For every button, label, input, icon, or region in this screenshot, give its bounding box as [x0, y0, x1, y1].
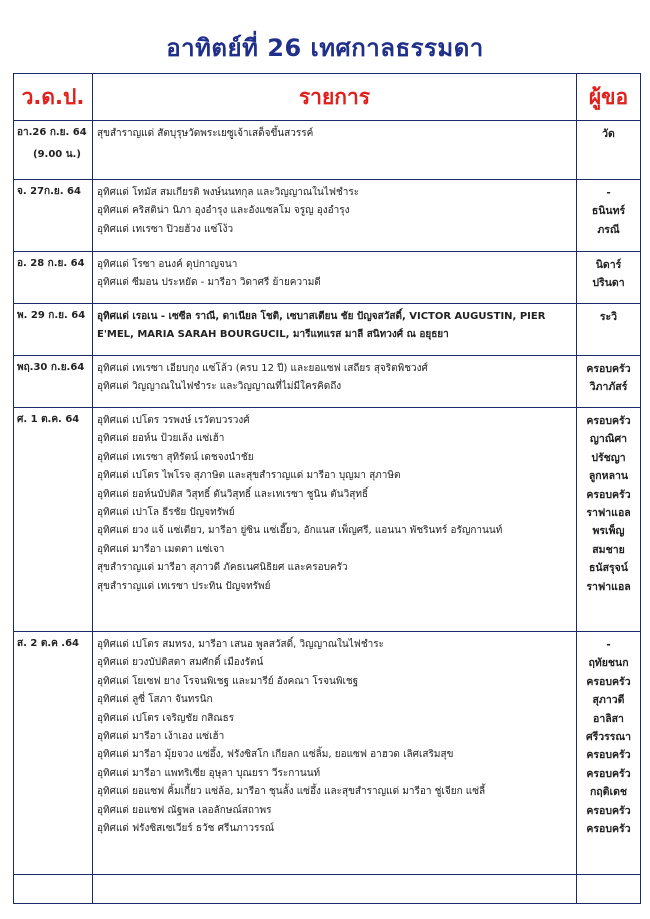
requester-name: ครอบครัว — [586, 675, 631, 688]
table-row — [14, 180, 641, 252]
list-item: อุทิศแด่ เทเรซา สุทิรัตน์ เดชจงนำชัย — [97, 451, 254, 463]
list-item: สุขสำราญแด่ สัตบุรุษวัดพระเยซูเจ้าเสด็จขึ้นสวรรค์ — [97, 128, 314, 139]
header-date: ว.ด.ป. — [14, 74, 93, 121]
list-item: อุทิศแด่ เรอเน - เซซีล ราณี, ดาเนียล โชติ, เซบาสเตียน ชัย ปัญจสวัสดิ์, VICTOR AUGUSTIN, PIER — [97, 311, 546, 322]
requester-cell — [577, 180, 641, 252]
requester-name: ปรัชญา — [591, 451, 626, 464]
requester-name: ศรีวรรณา — [585, 730, 632, 743]
date-text: พฤ.30 ก.ย.64 — [17, 362, 85, 373]
requester-name: ราฟาแอล — [586, 506, 631, 519]
items-cell — [93, 252, 577, 304]
requester-name: ครอบครัว — [586, 767, 631, 780]
requester-name: ครอบครัว — [586, 749, 631, 762]
list-item: อุทิศแด่ ยอห์นบัปติส วิสุทธิ์ ตันวิสุทธิ์ และเทเรซา ชูนิน ตันวิสุทธิ์ — [97, 488, 369, 500]
requester-cell — [577, 356, 641, 408]
page-title: อาทิตย์ที่ 26 เทศกาลธรรมดา — [166, 34, 484, 62]
requester-cell — [577, 632, 641, 875]
requester-name: ราฟาแอล — [586, 580, 631, 593]
list-item: อุทิศแด่ ลูซี่ โสภา จันทรนิก — [97, 694, 213, 706]
date-cell — [14, 356, 93, 408]
list-item: อุทิศแด่ เปโตร สมทรง, มารีอา เสนอ พูลสวัสดิ์, วิญญาณในไฟชำระ — [97, 639, 384, 650]
requester-name: ครอบครัว — [586, 804, 631, 817]
list-item: อุทิศแด่ โยเซฟ ยาง โรจนพิเชฐ และมารีย์ อังคณา โรจนพิเชฐ — [97, 675, 359, 687]
list-item: อุทิศแด่ วิญญาณในไฟชำระ และวิญญาณที่ไม่มีใครคิดถึง — [97, 381, 342, 393]
table-header-row — [14, 74, 641, 121]
requester-name: ญาณิศา — [589, 433, 628, 446]
requester-name: ธนินทร์ — [591, 205, 626, 218]
items-cell — [93, 180, 577, 252]
list-item: อุทิศแด่ ยอแซฟ คิ้มเกี้ยว แซ่ล้อ, มารีอา ชุนลั้ง แซ่อึ้ง และสุขสำราญแด่ มารีอา ชู่เจียก แซ่ลี้ — [97, 786, 486, 798]
requester-name: ครอบครัว — [586, 363, 631, 375]
requester-name: กฤติเดช — [589, 786, 628, 799]
date-cell — [14, 632, 93, 875]
list-item: สุขสำราญแด่ เทเรซา ประทิน ปัญจทรัพย์ — [97, 580, 271, 592]
date-cell — [14, 252, 93, 304]
requester-name: ปรินดา — [592, 277, 625, 290]
requester-cell — [577, 304, 641, 356]
list-item: อุทิศแด่ เปาโล ธีรชัย ปัญจทรัพย์ — [97, 506, 235, 518]
items-cell — [93, 356, 577, 408]
list-item: อุทิศแด่ โทมัส สมเกียรติ พงษ์นนทกุล และวิญญาณในไฟชำระ — [97, 187, 360, 198]
table-row — [14, 632, 641, 875]
time-text: (9.00 น.) — [33, 149, 81, 160]
requester-name: นิดาร์ — [595, 259, 622, 271]
header-items: รายการ — [93, 74, 577, 121]
requester-name: ธนัสรุจน์ — [589, 562, 628, 575]
list-item: อุทิศแด่ โรซา อนงค์ ดุปกาญจนา — [97, 259, 238, 270]
requester-name: สุภาวดี — [592, 694, 625, 707]
requester-name: วัด — [602, 128, 615, 140]
requester-name: ระวิ — [599, 311, 618, 323]
mass-intention-table — [13, 73, 641, 904]
list-item: อุทิศแด่ คริสติน่า นิภา อุงอำรุง และอังแซลโม จรูญ อุงอำรุง — [97, 205, 350, 217]
requester-name: พรเพ็ญ — [592, 525, 625, 538]
date-cell — [14, 180, 93, 252]
requester-name: ครอบครัว — [586, 415, 631, 427]
items-cell — [93, 632, 577, 875]
date-cell — [14, 121, 93, 180]
requester-name: วิภาภัสร์ — [589, 381, 628, 394]
list-item: อุทิศแด่ ฟรังซิสเซเวียร์ ธวัช ศรีนภาวรรณ์ — [97, 822, 275, 834]
requester-name: ภรณี — [597, 223, 620, 236]
list-item: อุทิศแด่ มารีอา เมตตา แซ่เจา — [97, 543, 225, 555]
date-text: พ. 29 ก.ย. 64 — [17, 310, 86, 321]
requester-cell — [577, 252, 641, 304]
requester-cell — [577, 121, 641, 180]
requester-name: - — [606, 187, 611, 199]
date-text: จ. 27ก.ย. 64 — [17, 186, 81, 197]
date-text: อ. 28 ก.ย. 64 — [17, 258, 85, 269]
table-row — [14, 356, 641, 408]
date-text: ศ. 1 ต.ค. 64 — [17, 414, 80, 425]
table-row-empty — [14, 875, 641, 904]
list-item: อุทิศแด่ มารีอา มุ้ยจวง แซ่อึ้ง, ฟรังซิสโก เกียลก แซ่ลิ้ม, ยอแซฟ อาฮวด เลิศเสริมสุข — [97, 749, 454, 761]
table-row — [14, 121, 641, 180]
requester-name: ฤทัยชนก — [588, 657, 629, 670]
list-item: อุทิศแด่ ยอห์น ป้วยเล้ง แซ่เฮ้า — [97, 433, 225, 445]
items-cell — [93, 121, 577, 180]
requester-cell — [577, 408, 641, 632]
requester-name: ครอบครัว — [586, 822, 631, 835]
list-item: อุทิศแด่ เทเรซา ปิวยฮ้วง แซ่โง้ว — [97, 223, 234, 235]
date-cell — [14, 304, 93, 356]
requester-name: สมชาย — [592, 543, 625, 556]
list-item: อุทิศแด่ มารีอา แพทริเซีย อุษุลา บุณยรา วีระกานนท์ — [97, 767, 321, 779]
list-item: อุทิศแด่ ยอแซฟ ณัฐพล เลอลักษณ์สถาพร — [97, 804, 272, 816]
date-cell — [14, 408, 93, 632]
header-requester: ผู้ขอ — [577, 74, 641, 121]
table-row — [14, 408, 641, 632]
requester-name: - — [606, 639, 611, 651]
requester-name: ครอบครัว — [586, 488, 631, 501]
list-item: อุทิศแด่ ยวง แจ้ แซ่เตียว, มารีอา ยู่ซิน แซ่เอี๊ยว, อักแนส เพ็ญศรี, แอนนา พัชรินทร์ อรัญกานนท์ — [97, 525, 503, 537]
items-cell — [93, 408, 577, 632]
list-item: อุทิศแด่ ยวงบัปติสตา สมศักดิ์ เมืองรัตน์ — [97, 657, 264, 669]
table-row — [14, 252, 641, 304]
empty-cell — [93, 875, 577, 904]
table-row — [14, 304, 641, 356]
requester-name: อาลิสา — [593, 712, 624, 725]
list-item: อุทิศแด่ เปโตร เจริญชัย กสิณธร — [97, 712, 235, 724]
requester-name: ลูกหลาน — [588, 470, 629, 483]
list-item: E'MEL, MARIA SARAH BOURGUCIL, มารีแทแรส มาลี สนิทวงศ์ ณ อยุธยา — [97, 329, 449, 341]
list-item: อุทิศแด่ เปโตร ไพโรจ สุภาษิต และสุขสำราญแด่ มารีอา บุญมา สุภาษิต — [97, 470, 401, 482]
list-item: อุทิศแด่ เปโตร วรพงษ์ เรวัตบวรวงศ์ — [97, 415, 250, 426]
items-cell — [93, 304, 577, 356]
list-item: อุทิศแด่ ซีมอน ประหยัด - มารีอา วิดาศรี ย้ายความดี — [97, 277, 321, 289]
empty-cell — [14, 875, 93, 904]
list-item: สุขสำราญแด่ มารีอา สุภาวดี ภัคธเนศนิธิยศ และครอบครัว — [97, 562, 348, 574]
list-item: อุทิศแด่ เทเรซา เอียบกุง แซ่โล้ว (ครบ 12 ปี) และยอแซฟ เสถียร สุจริตพิชวงศ์ — [97, 363, 428, 374]
list-item: อุทิศแด่ มารีอา เง้าเอง แซ่เฮ้า — [97, 730, 225, 742]
date-text: ส. 2 ต.ค .64 — [17, 638, 80, 649]
date-text: อา.26 ก.ย. 64 — [17, 127, 87, 138]
empty-cell — [577, 875, 641, 904]
